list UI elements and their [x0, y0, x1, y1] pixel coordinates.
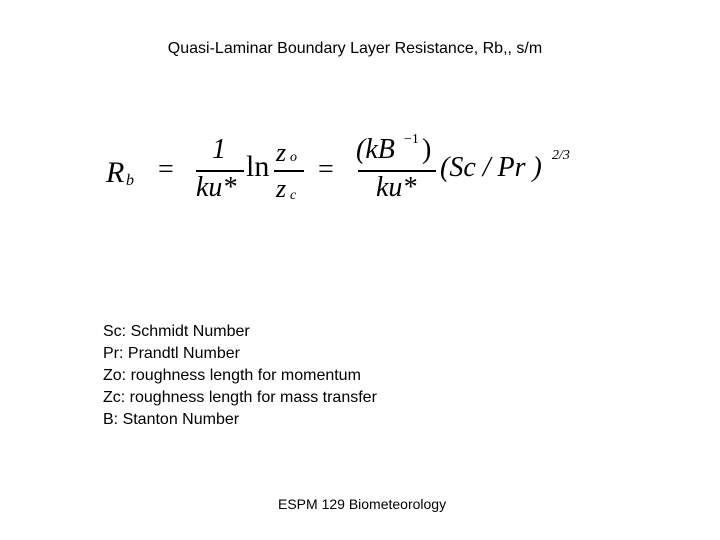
formula-frac3-numerator: (kB: [356, 134, 395, 165]
formula-equals-1: =: [158, 154, 174, 185]
formula-ratio-term: (Sc / Pr ): [440, 152, 542, 183]
definitions-list: [103, 321, 377, 431]
formula-frac3-denominator: ku*: [376, 172, 417, 203]
formula-frac3-numerator-close: ): [422, 134, 432, 165]
definition-item: Pr: Prandtl Number: [103, 345, 240, 362]
resistance-formula: [100, 120, 600, 220]
formula-lhs-subscript: b: [126, 172, 134, 189]
formula-equals-2: =: [318, 154, 334, 185]
formula-ratio-exponent: 2/3: [552, 148, 570, 163]
slide-footer: ESPM 129 Biometeorology: [278, 496, 447, 512]
definition-item: B: Stanton Number: [103, 411, 240, 428]
definition-item: Zo: roughness length for momentum: [103, 367, 361, 384]
definition-item: Zc: roughness length for mass transfer: [103, 389, 377, 406]
formula-lhs-symbol: R: [106, 156, 125, 189]
formula-frac2-denominator-symbol: z: [276, 174, 287, 203]
formula-frac1-numerator: 1: [212, 134, 226, 165]
slide-title: Quasi-Laminar Boundary Layer Resistance, Rb,, s/m: [167, 40, 543, 57]
formula-frac2-bar: [274, 170, 304, 172]
formula-frac1-denominator: ku*: [196, 172, 237, 203]
formula-frac2-numerator-symbol: z: [276, 138, 287, 167]
formula-frac2-denominator-subscript: c: [290, 188, 297, 203]
formula-frac3-exponent: −1: [404, 132, 419, 147]
formula-frac2-numerator-subscript: o: [290, 150, 297, 165]
formula-ln: ln: [246, 150, 270, 183]
definition-item: Sc: Schmidt Number: [103, 323, 250, 340]
